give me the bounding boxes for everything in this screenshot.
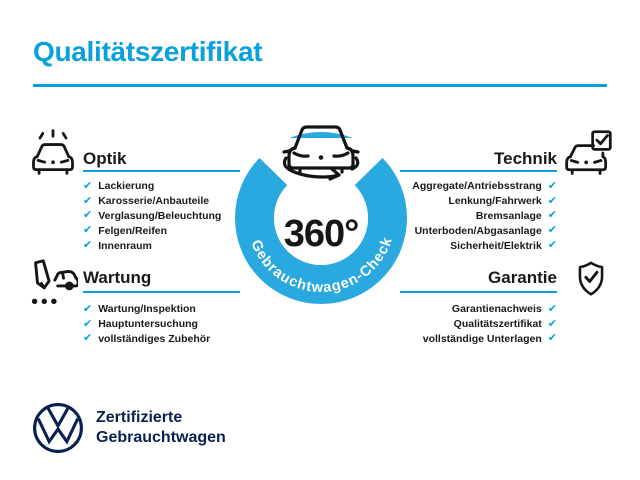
check-item — [415, 223, 557, 238]
check-item-label: vollständiges Zubehör — [98, 332, 211, 345]
check-item-label: Felgen/Reifen — [98, 224, 168, 237]
check-item-label: Sicherheit/Elektrik — [450, 239, 542, 252]
check-icon: ✔ — [83, 209, 93, 222]
car-shine-icon — [27, 126, 79, 178]
check-item-label: vollständige Unterlagen — [422, 332, 542, 345]
check-item — [83, 332, 210, 347]
check-item — [83, 317, 198, 332]
check-item — [83, 209, 221, 224]
check-item-label: Innenraum — [98, 239, 152, 252]
check-icon: ✔ — [547, 179, 557, 192]
check-list-optik — [83, 179, 221, 253]
check-item-label: Garantienachweis — [451, 303, 542, 316]
check-item — [476, 209, 557, 224]
check-list-technik — [412, 179, 557, 253]
check-icon: ✔ — [547, 224, 557, 237]
footer-line1: Zertifizierte — [96, 409, 183, 426]
check-icon: ✔ — [83, 317, 93, 330]
check-icon: ✔ — [547, 302, 557, 315]
check-list-garantie — [423, 302, 557, 346]
shield-check-icon — [574, 260, 608, 298]
check-item-label: Hauptuntersuchung — [98, 318, 198, 331]
badge-degree-label: 360° — [283, 213, 359, 255]
check-item — [83, 238, 152, 253]
check-icon: ✔ — [547, 209, 557, 222]
check-item-label: Aggregate/Antriebsstrang — [412, 180, 542, 193]
badge-ring-label: Gebrauchtwagen-Check — [247, 234, 396, 297]
check-icon: ✔ — [83, 194, 93, 207]
check-icon: ✔ — [83, 332, 93, 345]
check-item-label: Karosserie/Anbauteile — [98, 195, 210, 208]
check-item-label: Bremsanlage — [475, 209, 542, 222]
underline-wartung — [83, 291, 240, 293]
section-title-wartung: Wartung — [83, 268, 152, 287]
check-item-label: Unterboden/Abgasanlage — [414, 224, 542, 237]
badge-360-check — [221, 118, 421, 318]
check-item-label: Qualitätszertifikat — [453, 318, 542, 331]
check-icon: ✔ — [83, 239, 93, 252]
check-icon: ✔ — [83, 302, 93, 315]
footer-brand — [32, 402, 226, 454]
check-icon: ✔ — [547, 239, 557, 252]
check-item — [83, 223, 167, 238]
check-icon: ✔ — [547, 317, 557, 330]
check-item — [448, 194, 557, 209]
check-item — [452, 302, 557, 317]
underline-technik — [400, 170, 557, 172]
title-divider — [33, 84, 607, 87]
check-item — [83, 194, 209, 209]
check-item-label: Lenkung/Fahrwerk — [448, 195, 542, 208]
pen-checklist-car-icon — [24, 256, 78, 310]
check-icon: ✔ — [83, 179, 93, 192]
check-item-label: Wartung/Inspektion — [98, 303, 196, 316]
page-title: Qualitätszertifikat — [33, 36, 263, 67]
section-title-garantie: Garantie — [488, 268, 557, 287]
section-title-technik: Technik — [494, 149, 557, 168]
footer-text — [96, 408, 226, 448]
check-list-wartung — [83, 302, 210, 346]
vw-logo — [32, 402, 84, 454]
car-checkbox-icon — [562, 127, 614, 181]
check-icon: ✔ — [83, 224, 93, 237]
check-item-label: Lackierung — [98, 180, 155, 193]
check-icon: ✔ — [547, 194, 557, 207]
check-item — [83, 302, 196, 317]
check-icon: ✔ — [547, 332, 557, 345]
underline-garantie — [400, 291, 557, 293]
check-item — [450, 238, 557, 253]
check-item — [423, 332, 557, 347]
footer-line2: Gebrauchtwagen — [96, 429, 226, 446]
check-item — [412, 179, 557, 194]
section-title-optik: Optik — [83, 149, 127, 168]
check-item-label: Verglasung/Beleuchtung — [98, 209, 222, 222]
check-item — [454, 317, 557, 332]
underline-optik — [83, 170, 240, 172]
check-item — [83, 179, 154, 194]
